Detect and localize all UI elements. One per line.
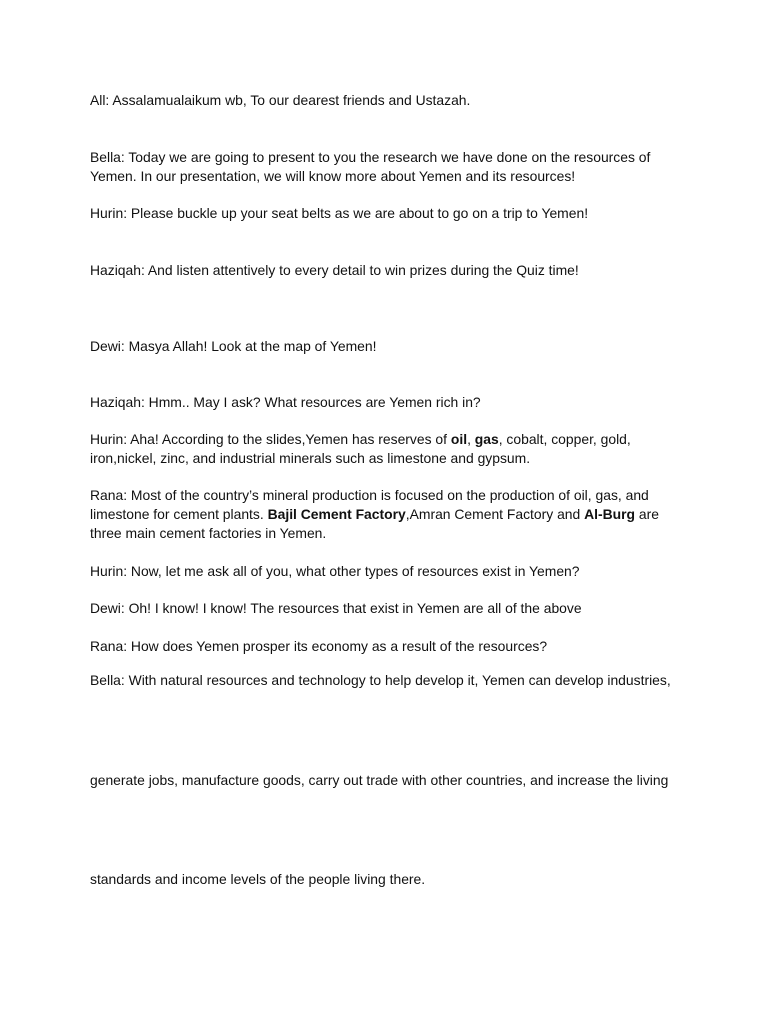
dialogue-line — [90, 449, 690, 468]
text-run: Rana: Most of the country’s mineral production is focused on the production of oil, gas, and — [90, 487, 649, 503]
text-run: Haziqah: And listen attentively to every detail to win prizes during the Quiz time! — [90, 262, 579, 278]
text-run: Bella: With natural resources and technology to help develop it, Yemen can develop industries, — [90, 672, 671, 688]
bold-text: oil — [450, 431, 468, 447]
text-run: All: Assalamualaikum wb, To our dearest friends and Ustazah. — [90, 92, 471, 108]
text-run: Hurin: Aha! According to the slides,Yemen has reserves of — [90, 431, 451, 447]
dialogue-line — [90, 562, 690, 581]
dialogue-line — [90, 393, 690, 412]
dialogue-line — [90, 486, 690, 505]
text-run: are — [635, 506, 659, 522]
text-run: , cobalt, copper, gold, — [498, 431, 631, 447]
dialogue-line — [90, 91, 690, 110]
dialogue-line — [90, 771, 690, 790]
bold-text: Al-Burg — [584, 506, 636, 522]
text-run: ,Amran Cement Factory and — [405, 506, 585, 522]
dialogue-line — [90, 204, 690, 223]
text-run: generate jobs, manufacture goods, carry out trade with other countries, and increase the living — [90, 772, 669, 788]
text-run: limestone for cement plants. — [90, 506, 268, 522]
dialogue-line — [90, 337, 690, 356]
dialogue-line — [90, 167, 690, 186]
dialogue-line — [90, 524, 690, 543]
text-run: three main cement factories in Yemen. — [90, 525, 327, 541]
bold-text: gas — [474, 431, 499, 447]
text-run: Hurin: Now, let me ask all of you, what other types of resources exist in Yemen? — [90, 563, 580, 579]
bold-text: Bajil Cement Factory — [267, 506, 406, 522]
dialogue-line — [90, 148, 690, 167]
text-run: Dewi: Masya Allah! Look at the map of Yemen! — [90, 338, 377, 354]
text-run: , — [467, 431, 475, 447]
dialogue-line — [90, 637, 690, 656]
dialogue-line — [90, 599, 690, 618]
text-run: Rana: How does Yemen prosper its economy as a result of the resources? — [90, 638, 548, 654]
dialogue-line — [90, 261, 690, 280]
dialogue-line — [90, 671, 690, 690]
dialogue-line — [90, 430, 690, 449]
text-run: Dewi: Oh! I know! I know! The resources that exist in Yemen are all of the above — [90, 600, 582, 616]
text-run: Haziqah: Hmm.. May I ask? What resources are Yemen rich in? — [90, 394, 481, 410]
text-run: standards and income levels of the people living there. — [90, 871, 426, 887]
dialogue-line — [90, 870, 690, 889]
text-run: Hurin: Please buckle up your seat belts as we are about to go on a trip to Yemen! — [90, 205, 589, 221]
text-run: Bella: Today we are going to present to you the research we have done on the resources of — [90, 149, 651, 165]
text-run: iron,nickel, zinc, and industrial minerals such as limestone and gypsum. — [90, 450, 531, 466]
text-run: Yemen. In our presentation, we will know more about Yemen and its resources! — [90, 168, 576, 184]
dialogue-line — [90, 505, 690, 524]
